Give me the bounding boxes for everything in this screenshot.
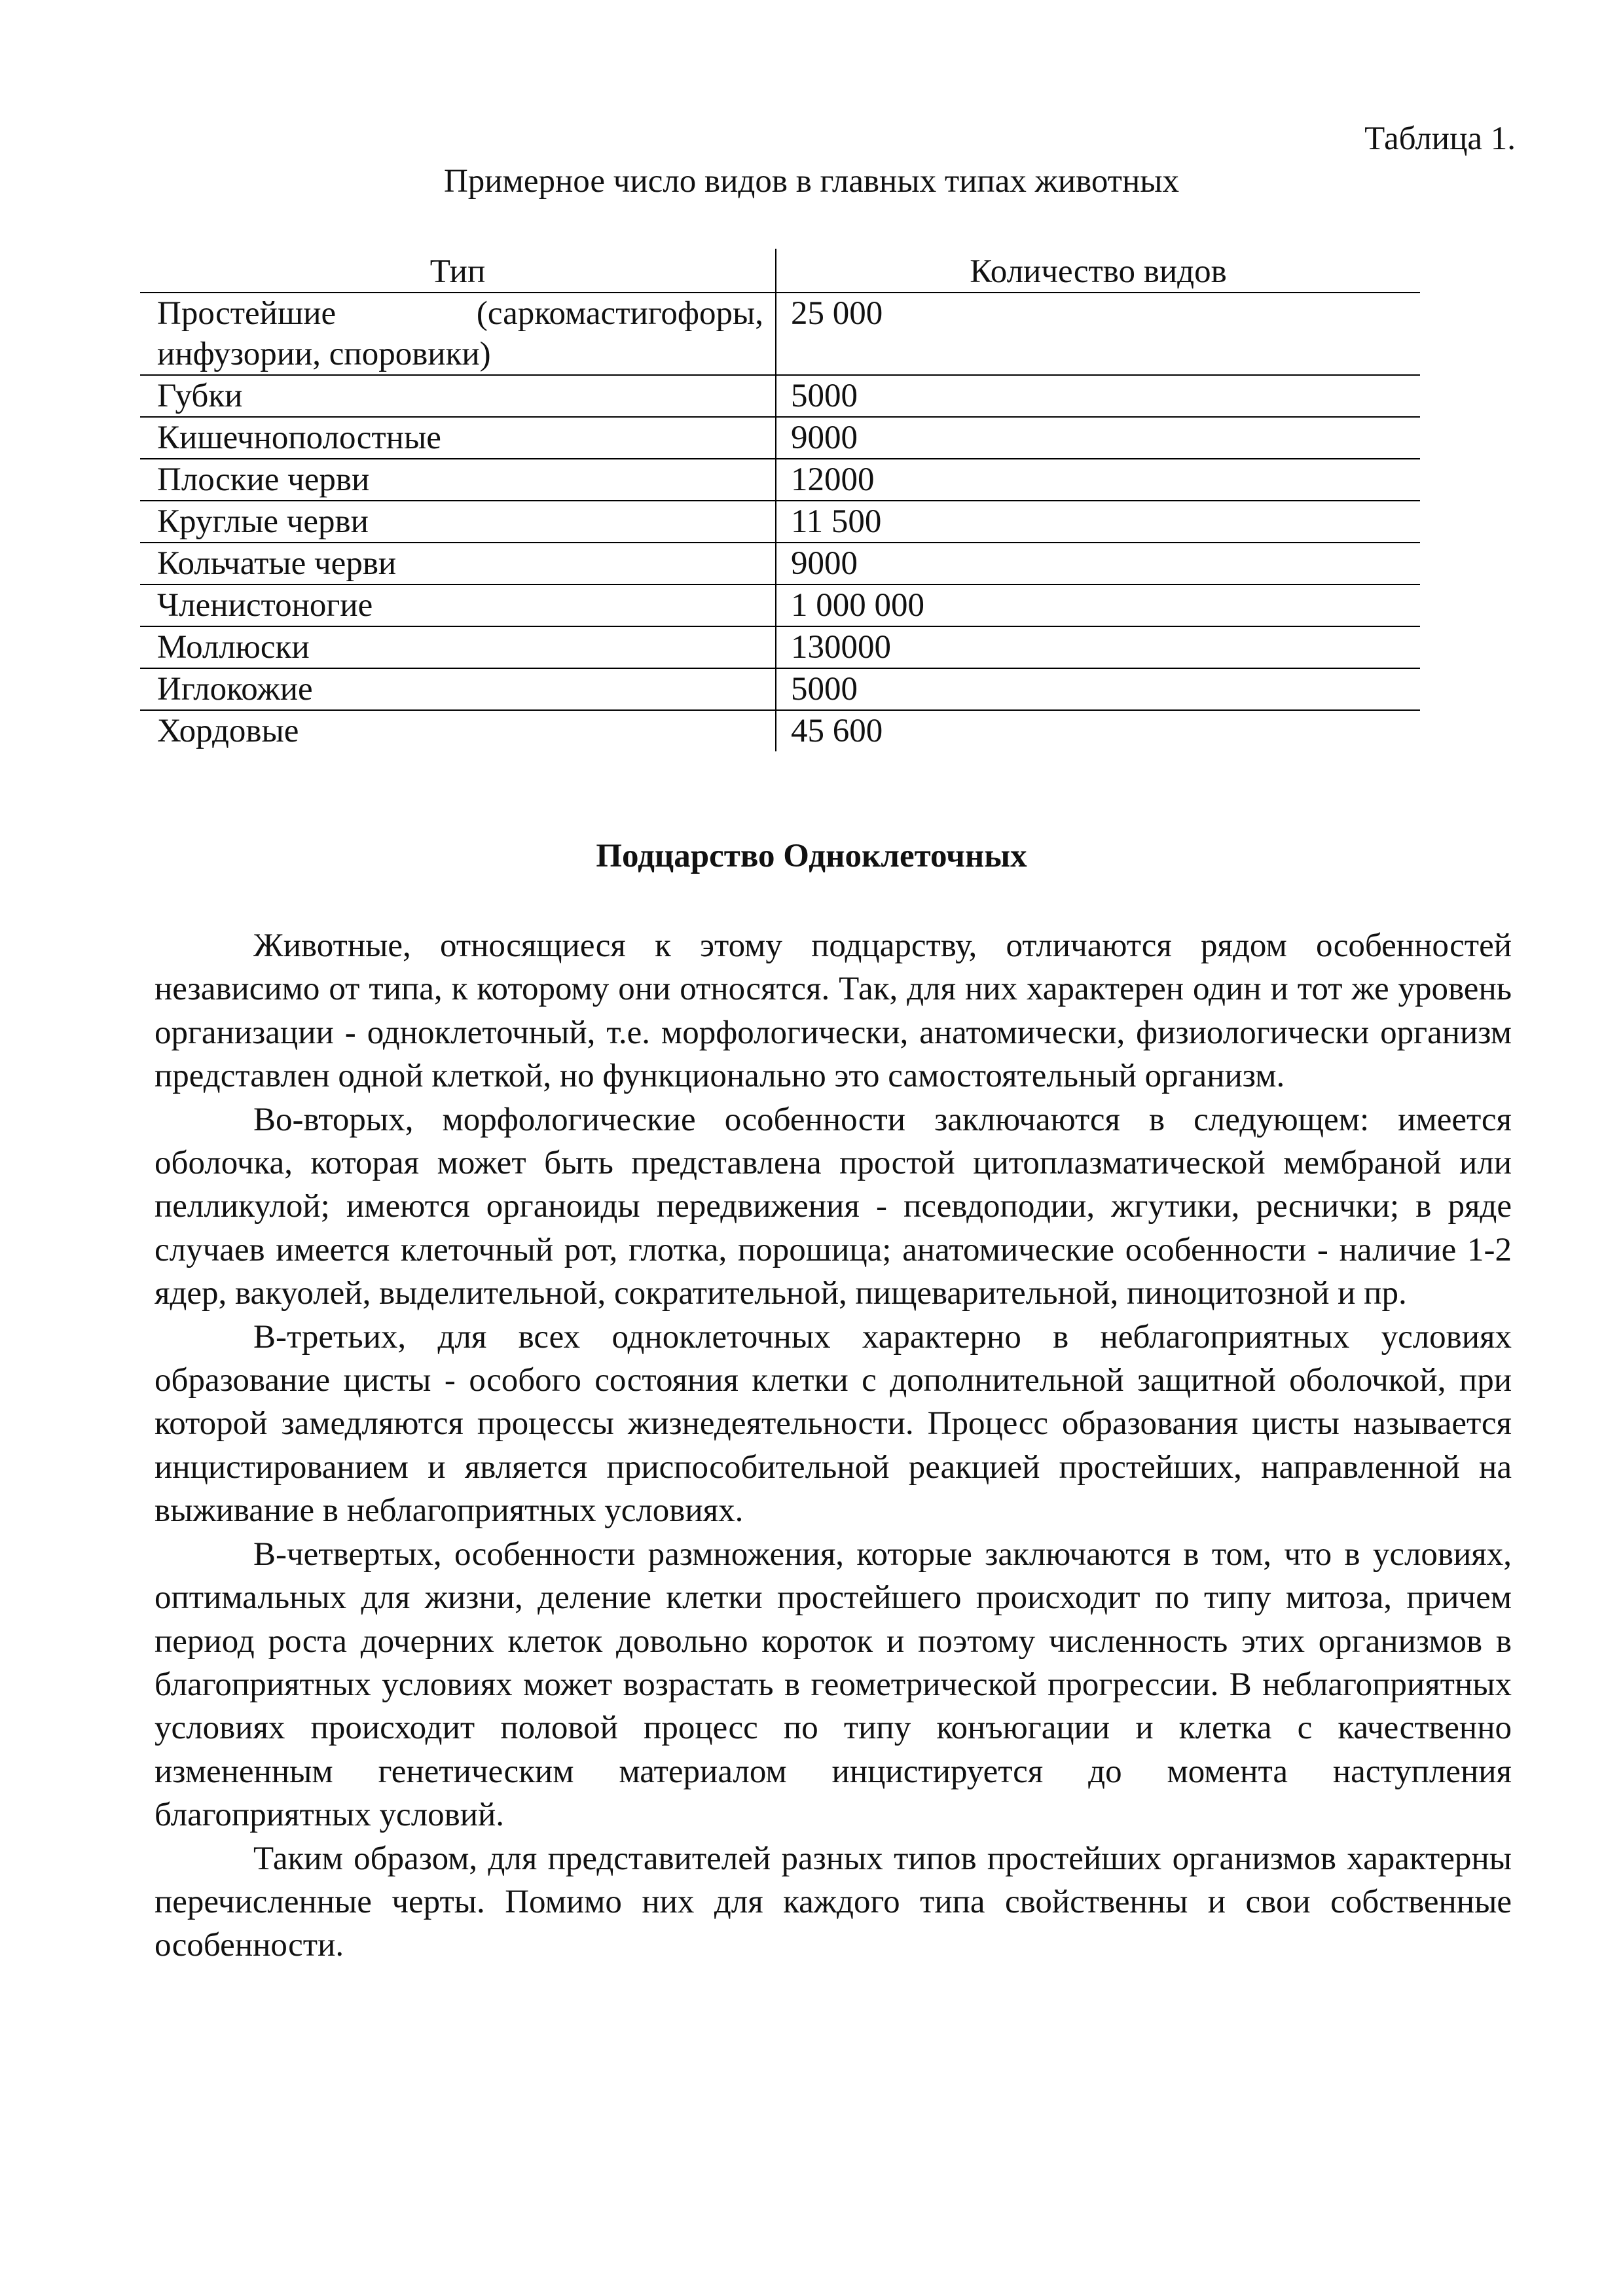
cell-count: 9000 — [776, 543, 1420, 584]
paragraph: Во-вторых, морфологические особенности заключаются в следующем: имеется оболочка, которая может быть представлена простой цитоплазматической мембраной или пелликулой; имеются органоиды передвижения - псевдоподии, жгутики, реснички; в ряде случаев имеется клеточный рот, глотка, порошица; анатомические особенности - наличие 1-2 ядер, вакуолей, выделительной, сократительной, пищеварительной, пиноцитозной и пр. — [155, 1101, 1512, 1312]
cell-type: Круглые черви — [140, 501, 776, 543]
table-row — [140, 375, 1420, 417]
cell-count: 45 600 — [791, 713, 883, 749]
table-row — [140, 501, 1420, 543]
section-title: Подцарство Одноклеточных — [596, 838, 1027, 874]
cell-type: Иглокожие — [140, 668, 776, 710]
table-row — [140, 626, 1420, 668]
cell-type: Плоские черви — [140, 459, 776, 501]
paragraph: Таким образом, для представителей разных типов простейших организмов характерны перечисленные черты. Помимо них для каждого типа свойственны и свои собственные особенности. — [155, 1840, 1512, 1964]
cell-type: Хордовые — [140, 710, 776, 751]
species-count-table — [140, 249, 1420, 751]
cell-count: 11 500 — [776, 501, 1420, 543]
table-row — [140, 584, 1420, 626]
cell-type: Членистоногие — [140, 584, 776, 626]
cell-type: Губки — [140, 375, 776, 417]
table-row — [140, 459, 1420, 501]
cell-type: Кольчатые черви — [140, 543, 776, 584]
paragraph: В-третьих, для всех одноклеточных характерно в неблагоприятных условиях образование цисты - особого состояния клетки с дополнительной защитной оболочкой, при которой замедляются процессы жизнедеятельности. Процесс образования цисты называется инцистированием и является приспособительной реакцией простейших, направленной на выживание в неблагоприятных условиях. — [155, 1318, 1512, 1530]
table-row — [140, 293, 1420, 375]
table-row — [140, 417, 1420, 459]
paragraph: Животные, относящиеся к этому подцарству, отличаются рядом особенностей независимо от типа, к которому они относятся. Так, для них характерен один и тот же уровень организации - одноклеточный, т.е. морфологически, анатомически, физиологически организм представлен одной клеткой, но функционально это самостоятельный организм. — [155, 927, 1512, 1095]
body-text — [155, 924, 1512, 1967]
table-header-row — [140, 249, 1420, 293]
header-type: Тип — [140, 249, 776, 293]
paragraph: В-четвертых, особенности размножения, которые заключаются в том, что в условиях, оптимальных для жизни, деление клетки простейшего происходит по типу митоза, причем период роста дочерних клеток довольно короток и поэтому численность этих организмов в благоприятных условиях может возрастать в геометрической прогрессии. В неблагоприятных условиях происходит половой процесс по типу конъюгации и клетка с качественно измененным генетическим материалом инцистируется до момента наступления благоприятных условий. — [155, 1535, 1512, 1834]
cell-count: 9000 — [776, 417, 1420, 459]
table-caption: Примерное число видов в главных типах животных — [443, 163, 1180, 200]
header-species-count: Количество видов — [776, 249, 1420, 293]
table-number: Таблица 1. — [1364, 120, 1516, 157]
cell-count: 5000 — [776, 668, 1420, 710]
cell-count: 12000 — [776, 459, 1420, 501]
table-row — [140, 543, 1420, 584]
cell-count: 1 000 000 — [776, 584, 1420, 626]
cell-type: Моллюски — [140, 626, 776, 668]
cell-count: 5000 — [776, 375, 1420, 417]
cell-count: 130000 — [776, 626, 1420, 668]
cell-type: Кишечнополостные — [140, 417, 776, 459]
table-row — [140, 710, 1420, 751]
cell-type: Простейшие (саркомастигофоры, инфузории, споровики) — [140, 293, 776, 375]
cell-count: 25 000 — [776, 293, 1420, 375]
table-row — [140, 668, 1420, 710]
